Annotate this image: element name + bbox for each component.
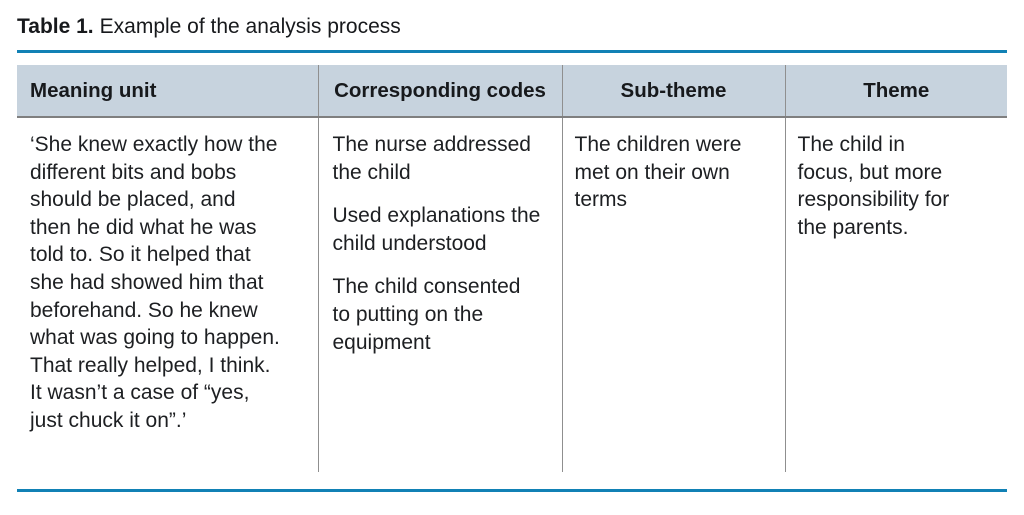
col-header-meaning-unit: Meaning unit — [17, 65, 318, 117]
code-item: The child consented to putting on the equipment — [332, 275, 521, 354]
analysis-table — [17, 65, 1007, 472]
meaning-unit-quote: ‘She knew exactly how the different bits and bobs should be placed, and then he did what he was told to. So it helped that she had showed him that beforehand. So he knew what was going to happen. That really helped, I think. It wasn’t a case of “yes, just chuck it on”.’ — [30, 133, 280, 432]
table-caption-title: Example of the analysis process — [99, 15, 401, 38]
cell-meaning-unit — [17, 117, 318, 472]
col-header-theme: Theme — [785, 65, 1007, 117]
bottom-accent-rule — [17, 489, 1007, 492]
sub-theme-text: The children were met on their own terms — [574, 133, 742, 212]
cell-sub-theme — [562, 117, 785, 472]
code-item: The nurse addressed the child — [332, 133, 531, 184]
header-row — [17, 65, 1007, 117]
theme-text: The child in focus, but more responsibility for the parents. — [797, 133, 950, 239]
code-item: Used explanations the child understood — [332, 204, 541, 255]
top-accent-rule — [17, 50, 1007, 53]
cell-corresponding-codes — [318, 117, 562, 472]
cell-theme — [785, 117, 1007, 472]
table-caption-number: Table 1. — [17, 15, 94, 38]
col-header-sub-theme: Sub-theme — [562, 65, 785, 117]
col-header-corresponding-codes: Corresponding codes — [318, 65, 562, 117]
table-caption — [17, 13, 401, 41]
table-row — [17, 117, 1007, 472]
